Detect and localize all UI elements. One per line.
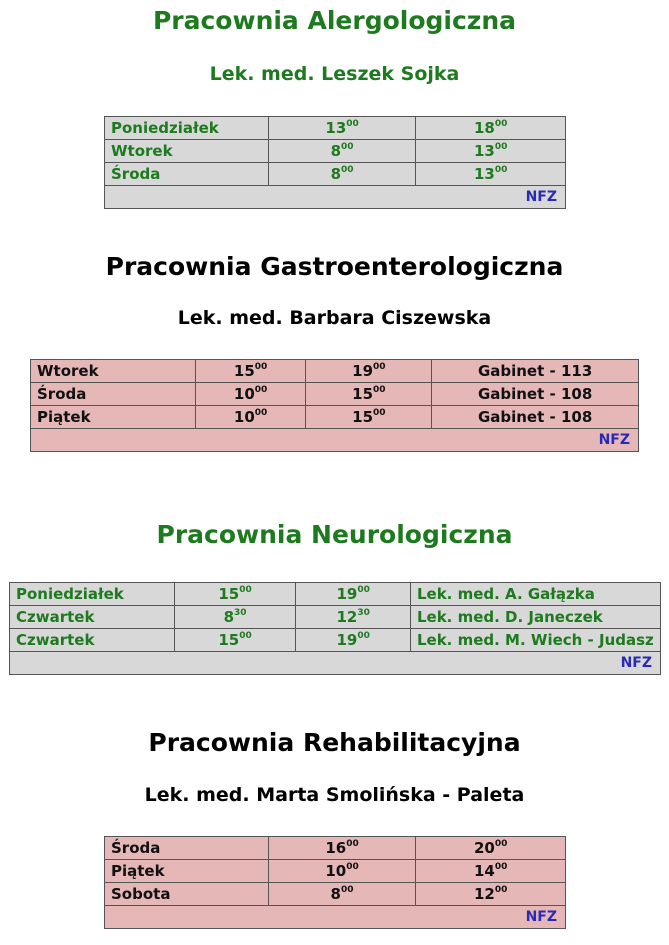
day-cell: Wtorek [31, 360, 196, 383]
table-footer-row [31, 429, 639, 452]
table-row [10, 629, 661, 652]
table-row [10, 583, 661, 606]
time-to-cell: $19^{00}$ [296, 629, 411, 652]
schedule-table-alergologiczna [104, 116, 566, 209]
day-cell: Wtorek [105, 140, 269, 163]
day-cell: Środa [105, 837, 269, 860]
table-footer-row [10, 652, 661, 675]
table-footer-row [105, 186, 566, 209]
schedule-table-neurologiczna [9, 582, 661, 675]
time-from-cell: $13^{00}$ [268, 117, 416, 140]
table-row [105, 837, 566, 860]
time-to-cell: $18^{00}$ [416, 117, 566, 140]
time-from-cell: $10^{00}$ [195, 383, 306, 406]
doctor-name-rehabilitacyjna: Lek. med. Marta Smolińska - Paleta [144, 784, 525, 806]
nfz-label: NFZ [31, 429, 639, 452]
schedule-table-gastroenterologiczna [30, 359, 639, 452]
time-to-cell: $20^{00}$ [416, 837, 566, 860]
room-cell: Gabinet - 113 [432, 360, 639, 383]
time-from-cell: $8^{00}$ [268, 140, 416, 163]
time-to-cell: $14^{00}$ [416, 860, 566, 883]
schedule-table-rehabilitacyjna [104, 836, 566, 929]
time-from-cell: $8^{00}$ [268, 883, 416, 906]
table-row [31, 406, 639, 429]
table-row [105, 140, 566, 163]
day-cell: Czwartek [10, 629, 175, 652]
time-from-cell: $8^{30}$ [174, 606, 296, 629]
time-to-cell: $12^{00}$ [416, 883, 566, 906]
time-to-cell: $15^{00}$ [306, 383, 432, 406]
doctor-name-gastroenterologiczna: Lek. med. Barbara Ciszewska [177, 307, 492, 329]
time-from-cell: $15^{00}$ [174, 629, 296, 652]
table-row [105, 860, 566, 883]
day-cell: Sobota [105, 883, 269, 906]
time-from-cell: $16^{00}$ [268, 837, 416, 860]
table-row [31, 383, 639, 406]
nfz-label: NFZ [10, 652, 661, 675]
day-cell: Środa [31, 383, 196, 406]
room-cell: Gabinet - 108 [432, 406, 639, 429]
time-to-cell: $13^{00}$ [416, 163, 566, 186]
doctor-cell: Lek. med. D. Janeczek [410, 606, 660, 629]
table-footer-row [105, 906, 566, 929]
time-from-cell: $15^{00}$ [174, 583, 296, 606]
time-from-cell: $8^{00}$ [268, 163, 416, 186]
time-to-cell: $15^{00}$ [306, 406, 432, 429]
day-cell: Poniedziałek [10, 583, 175, 606]
day-cell: Piątek [31, 406, 196, 429]
table-row [31, 360, 639, 383]
table-row [10, 606, 661, 629]
day-cell: Piątek [105, 860, 269, 883]
time-from-cell: $15^{00}$ [195, 360, 306, 383]
nfz-label: NFZ [105, 186, 566, 209]
table-row [105, 163, 566, 186]
doctor-name-alergologiczna: Lek. med. Leszek Sojka [209, 63, 460, 85]
section-title-neurologiczna: Pracownia Neurologiczna [156, 520, 513, 549]
table-row [105, 883, 566, 906]
section-title-rehabilitacyjna: Pracownia Rehabilitacyjna [148, 728, 521, 757]
time-to-cell: $19^{00}$ [306, 360, 432, 383]
time-to-cell: $13^{00}$ [416, 140, 566, 163]
time-to-cell: $12^{30}$ [296, 606, 411, 629]
section-title-alergologiczna: Pracownia Alergologiczna [152, 6, 517, 35]
day-cell: Czwartek [10, 606, 175, 629]
room-cell: Gabinet - 108 [432, 383, 639, 406]
table-row [105, 117, 566, 140]
day-cell: Środa [105, 163, 269, 186]
doctor-cell: Lek. med. M. Wiech - Judasz [410, 629, 660, 652]
time-from-cell: $10^{00}$ [268, 860, 416, 883]
section-title-gastroenterologiczna: Pracownia Gastroenterologiczna [105, 252, 564, 281]
doctor-cell: Lek. med. A. Gałązka [410, 583, 660, 606]
nfz-label: NFZ [105, 906, 566, 929]
day-cell: Poniedziałek [105, 117, 269, 140]
time-to-cell: $19^{00}$ [296, 583, 411, 606]
time-from-cell: $10^{00}$ [195, 406, 306, 429]
